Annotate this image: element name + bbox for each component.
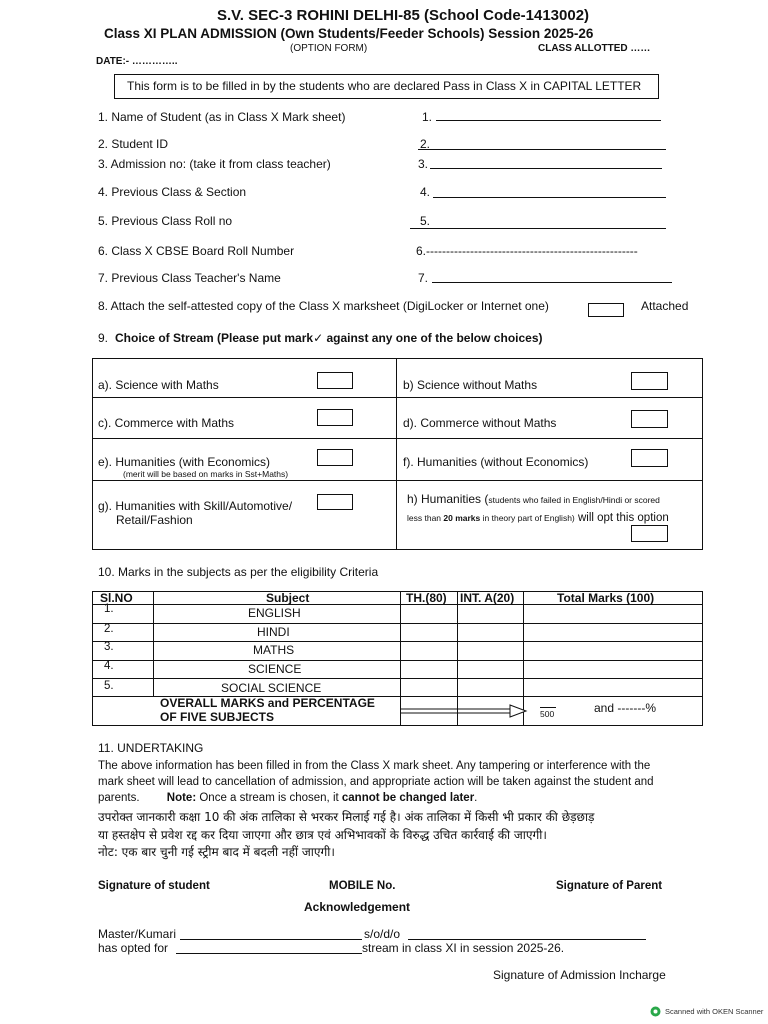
- attach-label: 8. Attach the self-attested copy of the Class X marksheet (DigiLocker or Internet one): [98, 299, 549, 313]
- option-f-checkbox[interactable]: [631, 449, 668, 467]
- undertaking-heading: 11. UNDERTAKING: [98, 741, 204, 755]
- row-subject: SCIENCE: [248, 662, 302, 676]
- option-h-suffix: will opt this option: [574, 512, 669, 524]
- option-h-note3: in theory part of English): [480, 513, 575, 523]
- teacher-input-line[interactable]: [432, 282, 672, 283]
- arrow-icon: [398, 704, 528, 718]
- field-num-name: 1.: [422, 110, 433, 124]
- note-label: Note:: [166, 792, 197, 804]
- signature-incharge: Signature of Admission Incharge: [493, 968, 666, 982]
- col-header-internal: INT. A(20): [460, 591, 515, 605]
- stream-heading: Choice of Stream (Please put mark✓ against any one of the below choices): [115, 331, 543, 345]
- total-denominator: 500: [540, 709, 555, 719]
- option-h-note2: less than: [407, 513, 444, 523]
- attach-status: Attached: [641, 299, 689, 313]
- field-label-admission-no: 3. Admission no: (take it from class teacher): [98, 157, 331, 171]
- row-no: 5.: [104, 680, 114, 692]
- ack-master-label: Master/Kumari: [98, 927, 177, 941]
- ack-heading: Acknowledgement: [304, 900, 411, 914]
- roll-no-input-line[interactable]: [410, 228, 666, 229]
- field-num-roll-no: 5.: [420, 214, 431, 228]
- field-label-teacher: 7. Previous Class Teacher's Name: [98, 271, 281, 285]
- option-b-label: b) Science without Maths: [403, 378, 538, 392]
- stream-row-line: [92, 397, 702, 398]
- ack-parent-line[interactable]: [408, 939, 646, 940]
- percentage-field[interactable]: and -------%: [594, 701, 656, 715]
- name-input-line[interactable]: [436, 120, 661, 121]
- option-h-prefix: h) Humanities (: [407, 492, 489, 506]
- option-g-label-line1: g). Humanities with Skill/Automotive/: [98, 499, 293, 513]
- date-field[interactable]: DATE:- …………..: [96, 56, 178, 67]
- row-no: 2.: [104, 623, 114, 635]
- option-h-checkbox[interactable]: [631, 525, 668, 542]
- row-subject: HINDI: [257, 625, 290, 639]
- marks-row-line: [92, 623, 702, 624]
- field-label-student-id: 2. Student ID: [98, 137, 169, 151]
- option-c-checkbox[interactable]: [317, 409, 353, 426]
- note-end: .: [474, 792, 478, 804]
- form-subtitle: Class XI PLAN ADMISSION (Own Students/Feeder Schools) Session 2025-26: [104, 26, 594, 41]
- hindi-line-3: नोट: एक बार चुनी गई स्ट्रीम बाद में बदली नहीं जाएगी।: [98, 845, 335, 859]
- field-label-name: 1. Name of Student (as in Class X Mark sheet): [98, 110, 346, 124]
- option-h-label-line2: [407, 508, 669, 526]
- option-f-label: f). Humanities (without Economics): [403, 455, 589, 469]
- option-a-label: a). Science with Maths: [98, 378, 219, 392]
- class-section-input-line[interactable]: [433, 197, 666, 198]
- attach-checkbox[interactable]: [588, 303, 624, 317]
- field-num-admission-no: 3.: [418, 157, 429, 171]
- school-title: S.V. SEC-3 ROHINI DELHI-85 (School Code-1413002): [217, 7, 590, 24]
- row-subject: MATHS: [253, 643, 295, 657]
- ack-name-line[interactable]: [180, 939, 362, 940]
- option-h-note1: students who failed in English/Hindi or scored: [488, 495, 660, 505]
- option-g-checkbox[interactable]: [317, 494, 353, 510]
- undertaking-body: The above information has been filled in from the Class X mark sheet. Any tampering or interference with the mark sheet will lead to cancellation of admission, and appropriate action will be taken against the student and parents.: [98, 760, 654, 804]
- option-b-checkbox[interactable]: [631, 372, 668, 390]
- option-e-label: e). Humanities (with Economics): [98, 455, 271, 469]
- field-num-board-roll[interactable]: 6.-----------------------------------------------------: [416, 244, 638, 258]
- hindi-line-2: या हस्तक्षेप से प्रवेश रद्द कर दिया जाएगा और छात्र एवं अभिभावकों के विरुद्ध उचित कार्रवाई की जाएगी।: [98, 828, 547, 842]
- option-form-label: (OPTION FORM): [290, 43, 368, 54]
- col-header-total: Total Marks (100): [557, 591, 655, 605]
- row-no: 4.: [104, 660, 114, 672]
- scanner-logo-icon: [650, 1006, 661, 1017]
- option-d-checkbox[interactable]: [631, 410, 668, 428]
- col-header-theory: TH.(80): [406, 591, 447, 605]
- marks-row-line: [92, 660, 702, 661]
- stream-row-line: [92, 438, 702, 439]
- admission-no-input-line[interactable]: [430, 168, 662, 169]
- row-no: 3.: [104, 641, 114, 653]
- signature-student: Signature of student: [98, 880, 210, 892]
- overall-label-line1: OVERALL MARKS and PERCENTAGE: [160, 696, 375, 710]
- ack-stream-text: stream in class XI in session 2025-26.: [362, 941, 565, 955]
- field-label-class-section: 4. Previous Class & Section: [98, 185, 247, 199]
- field-label-roll-no: 5. Previous Class Roll no: [98, 214, 233, 228]
- col-header-slno: Sl.NO: [100, 591, 133, 605]
- student-id-input-line[interactable]: [418, 149, 666, 150]
- option-e-checkbox[interactable]: [317, 449, 353, 466]
- note-line: [167, 792, 478, 804]
- stream-row-line: [92, 480, 702, 481]
- option-h-bold: 20 marks: [443, 513, 481, 523]
- ack-opted-label: has opted for: [98, 941, 169, 955]
- field-num-teacher: 7.: [418, 271, 429, 285]
- row-subject: SOCIAL SCIENCE: [221, 681, 322, 695]
- row-subject: ENGLISH: [248, 606, 301, 620]
- option-e-note: (merit will be based on marks in Sst+Maths): [123, 469, 289, 479]
- option-a-checkbox[interactable]: [317, 372, 353, 389]
- marks-row-line: [92, 641, 702, 642]
- option-g-label-line2: Retail/Fashion: [116, 513, 193, 527]
- marks-row-line: [92, 678, 702, 679]
- note-text: Once a stream is chosen, it: [196, 792, 342, 804]
- stream-divider: [396, 358, 397, 549]
- option-c-label: c). Commerce with Maths: [98, 416, 235, 430]
- ack-sodo-label: s/o/d/o: [364, 927, 401, 941]
- notice-text: This form is to be filled in by the students who are declared Pass in Class X in CAPITAL LETTER: [127, 79, 642, 93]
- note-bold: cannot be changed later: [341, 792, 475, 804]
- signature-parent: Signature of Parent: [556, 880, 663, 892]
- scanner-watermark: Scanned with OKEN Scanner: [665, 1007, 764, 1016]
- marks-col-line: [153, 591, 154, 697]
- overall-label-line2: OF FIVE SUBJECTS: [160, 710, 275, 724]
- hindi-line-1: उपरोक्त जानकारी कक्षा 10 की अंक तालिका से भरकर मिलाई गई है। अंक तालिका में किसी भी प्रकार की छेड़छाड़: [98, 810, 595, 824]
- field-num-student-id: 2.: [420, 137, 431, 151]
- field-num-class-section: 4.: [420, 185, 431, 199]
- fraction-bar: [540, 707, 556, 708]
- undertaking-text: [98, 758, 673, 806]
- mobile-label: MOBILE No.: [329, 880, 396, 892]
- marks-heading: 10. Marks in the subjects as per the eligibility Criteria: [98, 565, 379, 579]
- stream-num: 9.: [98, 331, 109, 345]
- col-header-subject: Subject: [266, 591, 310, 605]
- class-allotted: CLASS ALLOTTED ……: [538, 43, 651, 54]
- option-d-label: d). Commerce without Maths: [403, 416, 557, 430]
- field-label-board-roll: 6. Class X CBSE Board Roll Number: [98, 244, 295, 258]
- row-no: 1.: [104, 603, 114, 615]
- ack-stream-line[interactable]: [176, 953, 362, 954]
- option-h-label-line1: [407, 492, 660, 506]
